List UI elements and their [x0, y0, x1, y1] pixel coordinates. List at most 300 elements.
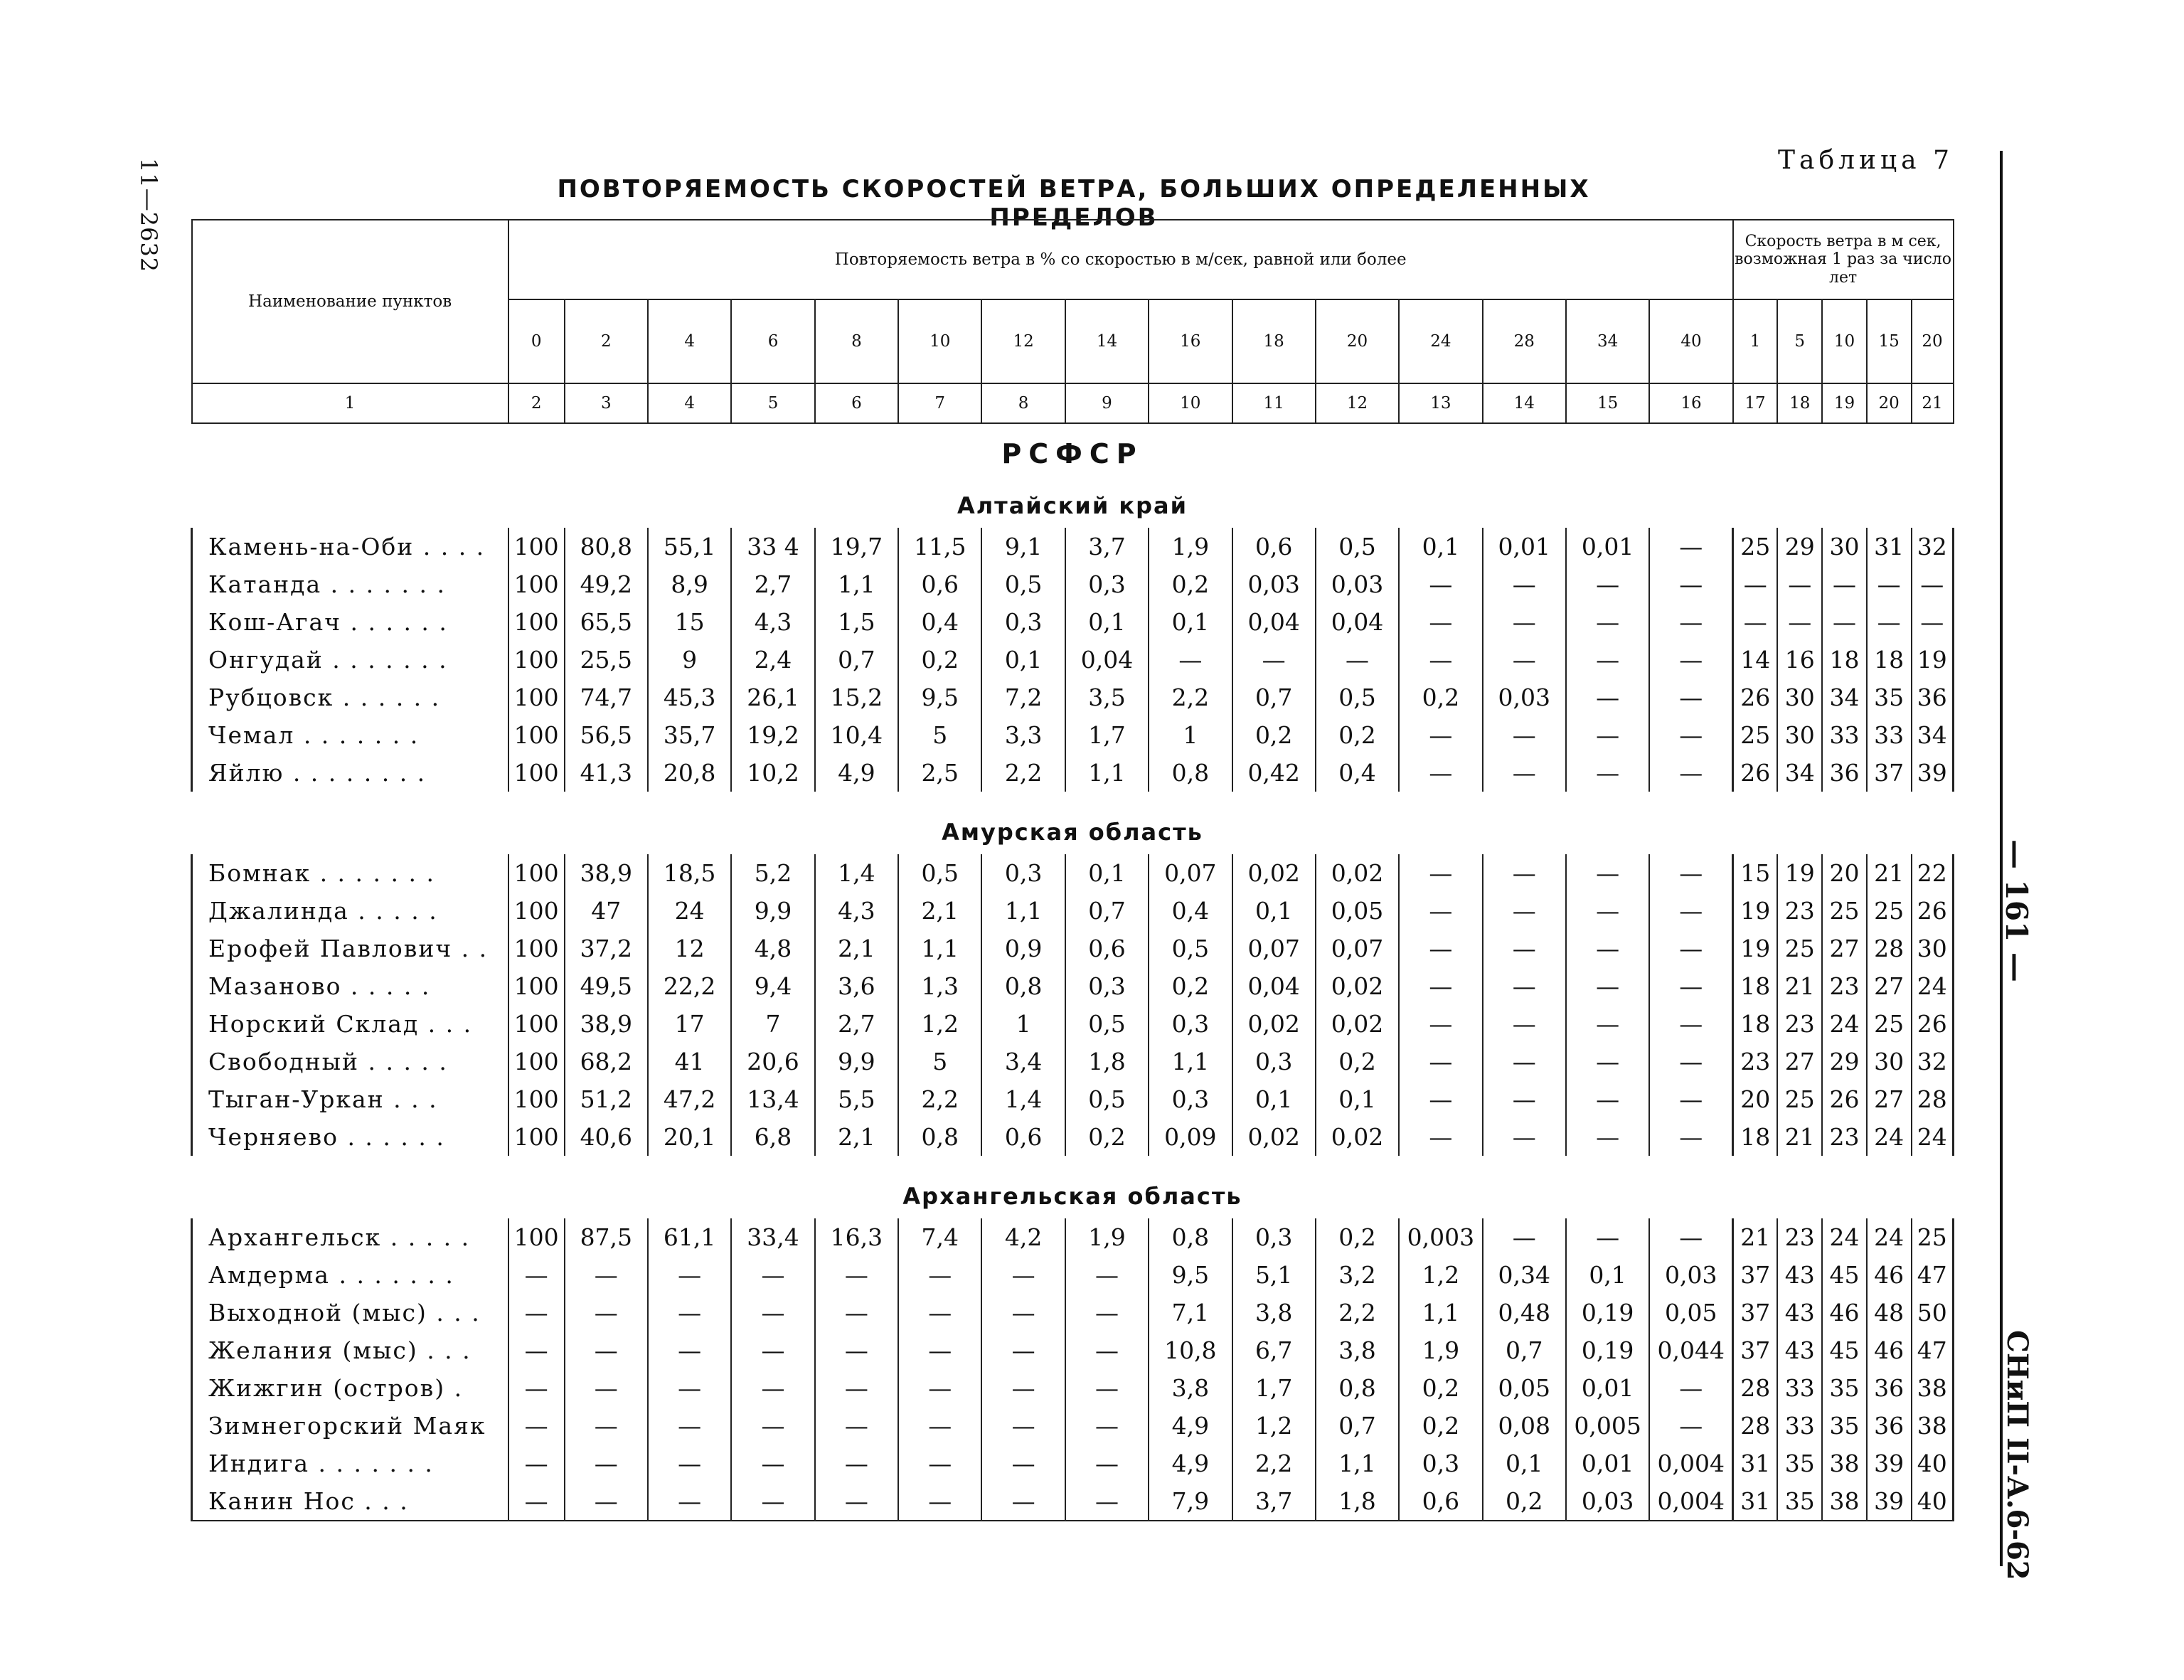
value-cell: 2,1 [815, 930, 898, 967]
value-cell: — [1399, 754, 1482, 792]
value-cell: 45 [1822, 1256, 1867, 1294]
header-speed: 16 [1149, 299, 1232, 383]
value-cell: 0,9 [981, 930, 1065, 967]
value-cell: — [1483, 967, 1566, 1005]
value-cell: 28 [1912, 1080, 1954, 1118]
value-cell: 10,4 [815, 716, 898, 754]
station-name: Катанда . . . . . . . [192, 565, 508, 603]
value-cell: 2,5 [898, 754, 981, 792]
value-cell: 1,2 [1232, 1407, 1316, 1445]
station-name: Мазаново . . . . . [192, 967, 508, 1005]
value-cell: 39 [1912, 754, 1954, 792]
value-cell: 5,1 [1232, 1256, 1316, 1294]
value-cell: 19 [1733, 930, 1778, 967]
station-name: Свободный . . . . . [192, 1043, 508, 1080]
page-title: ПОВТОРЯЕМОСТЬ СКОРОСТЕЙ ВЕТРА, БОЛЬШИХ ОПРЕДЕЛЕННЫХ ПРЕДЕЛОВ [557, 175, 1591, 232]
value-cell: 21 [1733, 1218, 1778, 1256]
value-cell: 2,2 [898, 1080, 981, 1118]
value-cell: 0,01 [1566, 528, 1649, 565]
value-cell: — [1399, 930, 1482, 967]
value-cell: 41,3 [565, 754, 648, 792]
value-cell: 0,8 [898, 1118, 981, 1156]
value-cell: 24 [1867, 1218, 1912, 1256]
value-cell: 24 [1822, 1218, 1867, 1256]
value-cell: 0,1 [1065, 603, 1149, 641]
value-cell: 31 [1867, 528, 1912, 565]
table-row [192, 1043, 1954, 1080]
value-cell: 0,02 [1232, 854, 1316, 892]
value-cell: 100 [508, 1005, 565, 1043]
value-cell: 0,2 [1399, 679, 1482, 716]
value-cell: 37,2 [565, 930, 648, 967]
value-cell: 100 [508, 679, 565, 716]
value-cell: 3,4 [981, 1043, 1065, 1080]
value-cell: — [1822, 565, 1867, 603]
value-cell: 56,5 [565, 716, 648, 754]
column-number: 20 [1867, 383, 1912, 423]
value-cell: 24 [1912, 967, 1954, 1005]
value-cell: 1,4 [981, 1080, 1065, 1118]
value-cell: — [815, 1445, 898, 1482]
value-cell: 30 [1867, 1043, 1912, 1080]
value-cell: — [1065, 1331, 1149, 1369]
value-cell: 33 [1777, 1407, 1822, 1445]
column-number: 8 [981, 383, 1065, 423]
value-cell: — [898, 1256, 981, 1294]
value-cell: 35 [1822, 1407, 1867, 1445]
value-cell: 21 [1867, 854, 1912, 892]
value-cell: 0,6 [1065, 930, 1149, 967]
value-cell: 1,1 [1149, 1043, 1232, 1080]
value-cell: 3,8 [1149, 1369, 1232, 1407]
value-cell: 43 [1777, 1294, 1822, 1331]
value-cell: 27 [1822, 930, 1867, 967]
value-cell: 15 [1733, 854, 1778, 892]
value-cell: 21 [1777, 967, 1822, 1005]
value-cell: 35 [1867, 679, 1912, 716]
value-cell: 33 [1867, 716, 1912, 754]
value-cell: 3,5 [1065, 679, 1149, 716]
value-cell: 0,1 [1149, 603, 1232, 641]
value-cell: — [1399, 1118, 1482, 1156]
value-cell: 7 [731, 1005, 814, 1043]
value-cell: — [898, 1445, 981, 1482]
value-cell: 35 [1822, 1369, 1867, 1407]
header-speed: 28 [1483, 299, 1566, 383]
value-cell: 0,1 [1483, 1445, 1566, 1482]
value-cell: 0,8 [1149, 754, 1232, 792]
value-cell: 0,4 [898, 603, 981, 641]
value-cell: — [1649, 1043, 1732, 1080]
value-cell: 23 [1822, 1118, 1867, 1156]
value-cell: — [1912, 565, 1954, 603]
value-cell: 40 [1912, 1482, 1954, 1521]
value-cell: 100 [508, 892, 565, 930]
header-speed: 18 [1232, 299, 1316, 383]
value-cell: 2,2 [1232, 1445, 1316, 1482]
value-cell: 38 [1912, 1369, 1954, 1407]
value-cell: — [1399, 565, 1482, 603]
value-cell: 0,5 [1316, 679, 1399, 716]
value-cell: 0,04 [1065, 641, 1149, 679]
value-cell: 48 [1867, 1294, 1912, 1331]
value-cell: — [565, 1369, 648, 1407]
value-cell: — [815, 1331, 898, 1369]
value-cell: — [565, 1294, 648, 1331]
value-cell: 16 [1777, 641, 1822, 679]
value-cell: 1,8 [1316, 1482, 1399, 1521]
value-cell: 43 [1777, 1256, 1822, 1294]
value-cell: 47,2 [648, 1080, 731, 1118]
value-cell: — [1566, 641, 1649, 679]
value-cell: 0,5 [1065, 1005, 1149, 1043]
value-cell: 33,4 [731, 1218, 814, 1256]
station-name: Яйлю . . . . . . . . [192, 754, 508, 792]
value-cell: 4,9 [1149, 1445, 1232, 1482]
value-cell: 9,9 [815, 1043, 898, 1080]
value-cell: 11,5 [898, 528, 981, 565]
table-row [192, 754, 1954, 792]
table-row [192, 892, 1954, 930]
value-cell: 32 [1912, 528, 1954, 565]
value-cell: 23 [1777, 892, 1822, 930]
value-cell: 10,2 [731, 754, 814, 792]
value-cell: 7,4 [898, 1218, 981, 1256]
value-cell: 35 [1777, 1482, 1822, 1521]
value-cell: — [1566, 930, 1649, 967]
header-speed: 34 [1566, 299, 1649, 383]
table-row [192, 641, 1954, 679]
value-cell: 2,2 [1316, 1294, 1399, 1331]
value-cell: — [1483, 1080, 1566, 1118]
value-cell: — [981, 1482, 1065, 1521]
value-cell: — [508, 1407, 565, 1445]
value-cell: — [898, 1369, 981, 1407]
value-cell: 36 [1912, 679, 1954, 716]
column-number: 5 [731, 383, 814, 423]
value-cell: 0,003 [1399, 1218, 1482, 1256]
value-cell: 0,044 [1649, 1331, 1732, 1369]
value-cell: 0,03 [1649, 1256, 1732, 1294]
value-cell: 1,7 [1232, 1369, 1316, 1407]
value-cell: 18 [1733, 1118, 1778, 1156]
value-cell: — [565, 1331, 648, 1369]
column-number: 3 [565, 383, 648, 423]
value-cell: 0,2 [1399, 1407, 1482, 1445]
value-cell: 0,09 [1149, 1118, 1232, 1156]
value-cell: 0,3 [1065, 967, 1149, 1005]
value-cell: 41 [648, 1043, 731, 1080]
value-cell: 0,2 [1065, 1118, 1149, 1156]
value-cell: 100 [508, 1218, 565, 1256]
column-number: 12 [1316, 383, 1399, 423]
value-cell: — [1566, 565, 1649, 603]
value-cell: — [1399, 1005, 1482, 1043]
value-cell: 1,9 [1399, 1331, 1482, 1369]
value-cell: 34 [1822, 679, 1867, 716]
value-cell: 0,7 [1232, 679, 1316, 716]
value-cell: — [1822, 603, 1867, 641]
value-cell: 10,8 [1149, 1331, 1232, 1369]
header-speed: 4 [648, 299, 731, 383]
value-cell: — [1149, 641, 1232, 679]
table-row [192, 1118, 1954, 1156]
value-cell: 80,8 [565, 528, 648, 565]
value-cell: 0,1 [981, 641, 1065, 679]
value-cell: — [1733, 603, 1778, 641]
station-name: Кош-Агач . . . . . . [192, 603, 508, 641]
value-cell: 0,3 [1149, 1005, 1232, 1043]
column-number: 1 [192, 383, 508, 423]
value-cell: — [1566, 1005, 1649, 1043]
value-cell: — [898, 1331, 981, 1369]
value-cell: — [981, 1256, 1065, 1294]
value-cell: 25,5 [565, 641, 648, 679]
value-cell: 2,7 [815, 1005, 898, 1043]
value-cell: 21 [1777, 1118, 1822, 1156]
value-cell: 22 [1912, 854, 1954, 892]
column-number: 16 [1649, 383, 1732, 423]
header-name-col: Наименование пунктов [192, 220, 508, 383]
value-cell: 47 [1912, 1256, 1954, 1294]
table-row [192, 1482, 1954, 1521]
header-years: 10 [1822, 299, 1867, 383]
header-speed: 10 [898, 299, 981, 383]
table-row [192, 1445, 1954, 1482]
header-speed: 24 [1399, 299, 1482, 383]
region-heading: Алтайский край [957, 492, 1188, 519]
value-cell: — [1649, 641, 1732, 679]
value-cell: — [648, 1445, 731, 1482]
header-speed: 6 [731, 299, 814, 383]
value-cell: 1,1 [1399, 1294, 1482, 1331]
header-speed: 40 [1649, 299, 1732, 383]
value-cell: — [1733, 565, 1778, 603]
value-cell: 20,6 [731, 1043, 814, 1080]
value-cell: 38 [1912, 1407, 1954, 1445]
column-number: 15 [1566, 383, 1649, 423]
table-row [192, 1294, 1954, 1331]
value-cell: 0,1 [1232, 892, 1316, 930]
value-cell: 19 [1777, 854, 1822, 892]
value-cell: — [981, 1331, 1065, 1369]
value-cell: 6,7 [1232, 1331, 1316, 1369]
spacer [192, 792, 1954, 810]
value-cell: — [981, 1407, 1065, 1445]
value-cell: 100 [508, 603, 565, 641]
value-cell: — [1483, 1005, 1566, 1043]
table-row [192, 716, 1954, 754]
value-cell: 0,8 [1316, 1369, 1399, 1407]
value-cell: 1,1 [981, 892, 1065, 930]
value-cell: 0,3 [1399, 1445, 1482, 1482]
station-name: Чемал . . . . . . . [192, 716, 508, 754]
station-name: Норский Склад . . . [192, 1005, 508, 1043]
value-cell: — [731, 1256, 814, 1294]
value-cell: 1,7 [1065, 716, 1149, 754]
value-cell: 18 [1822, 641, 1867, 679]
value-cell: 0,005 [1566, 1407, 1649, 1445]
value-cell: — [1649, 1118, 1732, 1156]
value-cell: 3,7 [1232, 1482, 1316, 1521]
value-cell: 28 [1733, 1369, 1778, 1407]
value-cell: — [1399, 1043, 1482, 1080]
value-cell: 0,07 [1316, 930, 1399, 967]
value-cell: 1,1 [1316, 1445, 1399, 1482]
value-cell: 46 [1867, 1331, 1912, 1369]
value-cell: 0,3 [981, 603, 1065, 641]
value-cell: 30 [1777, 716, 1822, 754]
value-cell: — [1867, 603, 1912, 641]
header-years: 15 [1867, 299, 1912, 383]
value-cell: 1 [1149, 716, 1232, 754]
station-name: Джалинда . . . . . [192, 892, 508, 930]
value-cell: 30 [1822, 528, 1867, 565]
value-cell: 2,4 [731, 641, 814, 679]
value-cell: 38,9 [565, 1005, 648, 1043]
region-heading: Архангельская область [902, 1183, 1242, 1210]
value-cell: 7,2 [981, 679, 1065, 716]
value-cell: 0,02 [1232, 1118, 1316, 1156]
value-cell: — [1649, 1005, 1732, 1043]
value-cell: 25 [1867, 892, 1912, 930]
value-cell: — [1777, 565, 1822, 603]
value-cell: 35,7 [648, 716, 731, 754]
value-cell: 36 [1867, 1407, 1912, 1445]
value-cell: 100 [508, 565, 565, 603]
value-cell: 25 [1733, 528, 1778, 565]
value-cell: 18 [1733, 967, 1778, 1005]
value-cell: 35 [1777, 1445, 1822, 1482]
value-cell: 24 [648, 892, 731, 930]
value-cell: 0,03 [1566, 1482, 1649, 1521]
value-cell: 87,5 [565, 1218, 648, 1256]
value-cell: 30 [1912, 930, 1954, 967]
station-name: Ерофей Павлович . . [192, 930, 508, 967]
value-cell: 9,1 [981, 528, 1065, 565]
value-cell: 4,9 [815, 754, 898, 792]
value-cell: — [731, 1369, 814, 1407]
value-cell: 0,7 [1065, 892, 1149, 930]
value-cell: — [1649, 1218, 1732, 1256]
value-cell: 68,2 [565, 1043, 648, 1080]
table-row [192, 1331, 1954, 1369]
value-cell: — [731, 1331, 814, 1369]
station-name: Зимнегорский Маяк [192, 1407, 508, 1445]
value-cell: 100 [508, 1080, 565, 1118]
value-cell: 9,4 [731, 967, 814, 1005]
header-years: 20 [1912, 299, 1954, 383]
value-cell: 29 [1777, 528, 1822, 565]
value-cell: 9 [648, 641, 731, 679]
table-row [192, 603, 1954, 641]
value-cell: — [1399, 603, 1482, 641]
value-cell: 45 [1822, 1331, 1867, 1369]
value-cell: 0,03 [1316, 565, 1399, 603]
value-cell: — [1566, 1118, 1649, 1156]
value-cell: — [1566, 1043, 1649, 1080]
value-cell: 1,3 [898, 967, 981, 1005]
value-cell: 5,5 [815, 1080, 898, 1118]
column-number: 17 [1733, 383, 1778, 423]
station-name: Архангельск . . . . . [192, 1218, 508, 1256]
value-cell: 38 [1822, 1482, 1867, 1521]
value-cell: 0,004 [1649, 1445, 1732, 1482]
value-cell: 18 [1733, 1005, 1778, 1043]
value-cell: 24 [1822, 1005, 1867, 1043]
value-cell: 0,19 [1566, 1331, 1649, 1369]
value-cell: 15,2 [815, 679, 898, 716]
value-cell: — [1483, 1218, 1566, 1256]
value-cell: — [731, 1482, 814, 1521]
station-name: Выходной (мыс) . . . [192, 1294, 508, 1331]
page-number: — 161 — [1999, 839, 2034, 982]
station-name: Жижгин (остров) . [192, 1369, 508, 1407]
value-cell: — [1483, 754, 1566, 792]
value-cell: — [508, 1445, 565, 1482]
value-cell: 1,5 [815, 603, 898, 641]
table-row [192, 1005, 1954, 1043]
value-cell: 39 [1867, 1445, 1912, 1482]
value-cell: 23 [1777, 1005, 1822, 1043]
station-name: Черняево . . . . . . [192, 1118, 508, 1156]
column-number: 14 [1483, 383, 1566, 423]
value-cell: 0,42 [1232, 754, 1316, 792]
value-cell: — [1483, 930, 1566, 967]
value-cell: 0,08 [1483, 1407, 1566, 1445]
value-cell: 8,9 [648, 565, 731, 603]
value-cell: 100 [508, 1118, 565, 1156]
value-cell: 0,48 [1483, 1294, 1566, 1331]
value-cell: 25 [1777, 1080, 1822, 1118]
value-cell: 0,6 [1232, 528, 1316, 565]
value-cell: 6,8 [731, 1118, 814, 1156]
value-cell: — [648, 1407, 731, 1445]
value-cell: 0,2 [1316, 1218, 1399, 1256]
value-cell: 9,5 [1149, 1256, 1232, 1294]
value-cell: 22,2 [648, 967, 731, 1005]
value-cell: — [1649, 754, 1732, 792]
value-cell: 2,7 [731, 565, 814, 603]
value-cell: — [1649, 967, 1732, 1005]
value-cell: 100 [508, 528, 565, 565]
station-name: Амдерма . . . . . . . [192, 1256, 508, 1294]
value-cell: 1,1 [898, 930, 981, 967]
value-cell: 13,4 [731, 1080, 814, 1118]
value-cell: 7,1 [1149, 1294, 1232, 1331]
value-cell: 100 [508, 1043, 565, 1080]
header-speed: 0 [508, 299, 565, 383]
value-cell: 19 [1733, 892, 1778, 930]
value-cell: — [1065, 1407, 1149, 1445]
value-cell: 26 [1912, 892, 1954, 930]
value-cell: — [1483, 1043, 1566, 1080]
value-cell: 0,2 [1316, 716, 1399, 754]
value-cell: 1 [981, 1005, 1065, 1043]
value-cell: — [508, 1482, 565, 1521]
table-row [192, 1080, 1954, 1118]
value-cell: 100 [508, 930, 565, 967]
header-speed-group: Скорость ветра в м сек, возможная 1 раз за число лет [1733, 220, 1954, 299]
value-cell: 0,04 [1232, 603, 1316, 641]
value-cell: 25 [1912, 1218, 1954, 1256]
value-cell: 33 [1777, 1369, 1822, 1407]
value-cell: 7,9 [1149, 1482, 1232, 1521]
value-cell: 0,7 [1483, 1331, 1566, 1369]
table-row [192, 1407, 1954, 1445]
table-row [192, 930, 1954, 967]
column-number: 6 [815, 383, 898, 423]
